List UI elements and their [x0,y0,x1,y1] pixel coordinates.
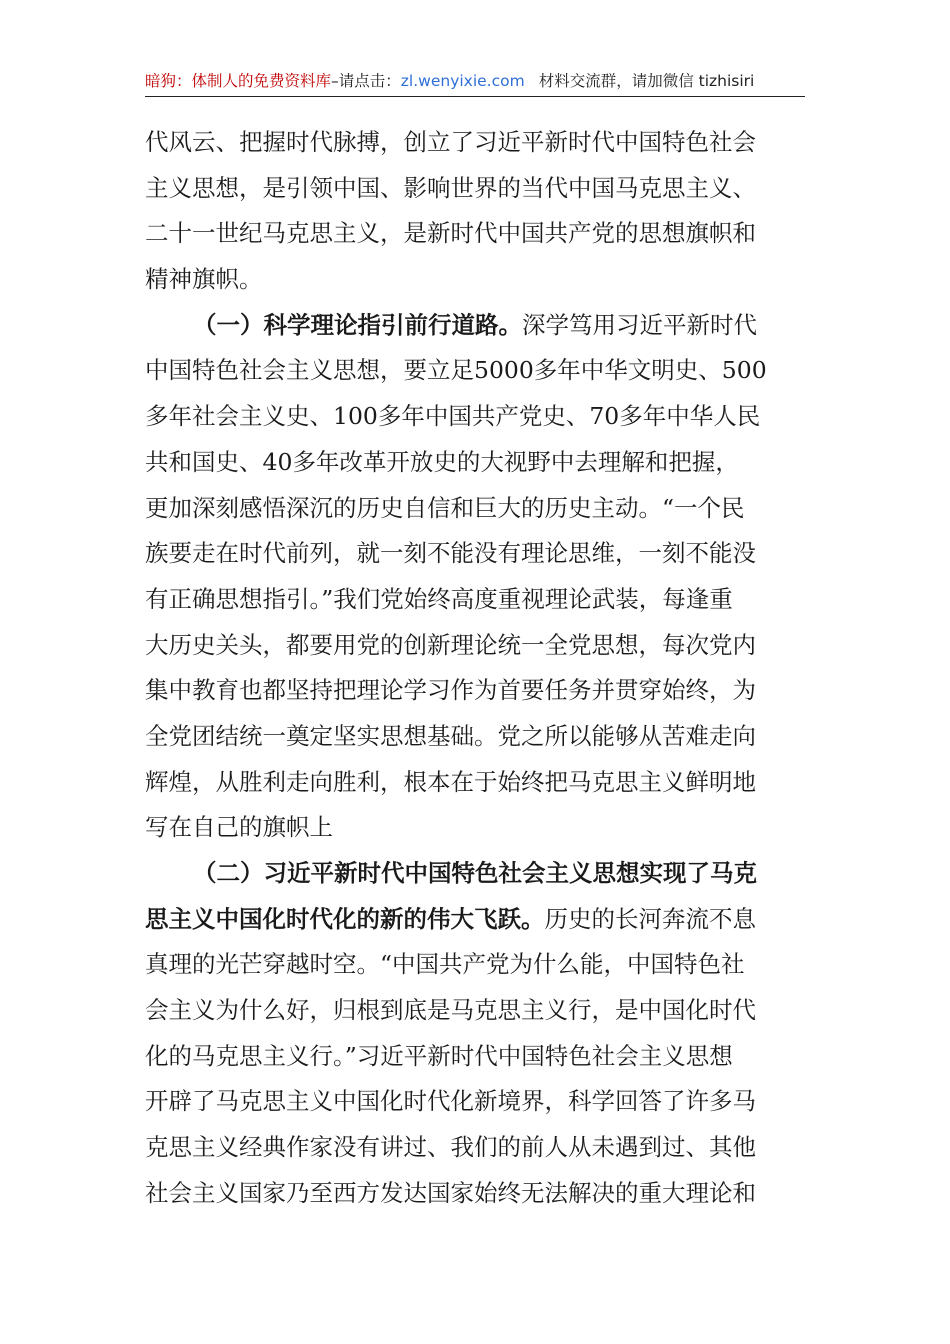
header-site-name: 暗狗：体制人的免费资料库 [145,72,332,90]
text-line: 克思主义经典作家没有讲过、我们的前人从未遇到过、其他 [145,1133,756,1162]
paragraph-3 [145,851,810,1217]
text-line: 真理的光芒穿越时空。“中国共产党为什么能，中国特色社 [145,950,745,979]
text-line: 会主义为什么好，归根到底是马克思主义行，是中国化时代 [145,996,756,1025]
text-line: 二十一世纪马克思主义，是新时代中国共产党的思想旗帜和 [145,219,756,248]
section-heading-2-cont: 思主义中国化时代化的新的伟大飞跃。 [145,904,545,933]
text-line: 开辟了马克思主义中国化时代化新境界，科学回答了许多马 [145,1087,756,1116]
text-line: 有正确思想指引。”我们党始终高度重视理论武装，每逢重 [145,584,733,613]
document-body [145,120,810,1217]
text-line [145,303,810,349]
text-line: 多年社会主义史、100多年中国共产党史、70多年中华人民 [145,402,761,431]
text-line: 大历史关头，都要用党的创新理论统一全党思想，每次党内 [145,630,756,659]
text-line [145,897,810,943]
section-heading-2: （二）习近平新时代中国特色社会主义思想实现了马克 [193,859,757,887]
text-line: 代风云、把握时代脉搏，创立了习近平新时代中国特色社会 [145,128,756,156]
text-line: 辉煌，从胜利走向胜利，根本在于始终把马克思主义鲜明地 [145,767,756,796]
page-header [145,66,805,97]
header-url-link[interactable]: zl.wenyixie.com [400,72,525,90]
text-line: 全党团结统一奠定坚实思想基础。党之所以能够从苦难走向 [145,721,756,750]
text-line: 集中教育也都坚持把理论学习作为首要任务并贯穿始终，为 [145,676,756,705]
paragraph-2 [145,303,810,851]
text-run: 历史的长河奔流不息 [544,904,756,933]
text-line: 社会主义国家乃至西方发达国家始终无法解决的重大理论和 [145,1178,756,1207]
text-line: 族要走在时代前列，就一刻不能没有理论思维，一刻不能没 [145,539,756,568]
text-line: 中国特色社会主义思想，要立足5000多年中华文明史、500 [145,356,767,385]
text-line: 精神旗帜。 [145,265,263,294]
section-heading-1: （一）科学理论指引前行道路。 [193,310,522,339]
text-line: 共和国史、40多年改革开放史的大视野中去理解和把握， [145,447,739,476]
text-line: 主义思想，是引领中国、影响世界的当代中国马克思主义、 [145,173,756,202]
text-line: 化的马克思主义行。”习近平新时代中国特色社会主义思想 [145,1041,733,1070]
header-wechat-note: 材料交流群，请加微信 tizhisiri [538,72,755,90]
paragraph-1 [145,120,810,303]
header-prompt: –请点击： [331,72,401,90]
text-run: 深学笃用习近平新时代 [522,310,757,339]
text-line: 更加深刻感悟深沉的历史自信和巨大的历史主动。“一个民 [145,493,745,522]
text-line: 写在自己的旗帜上 [145,813,333,842]
